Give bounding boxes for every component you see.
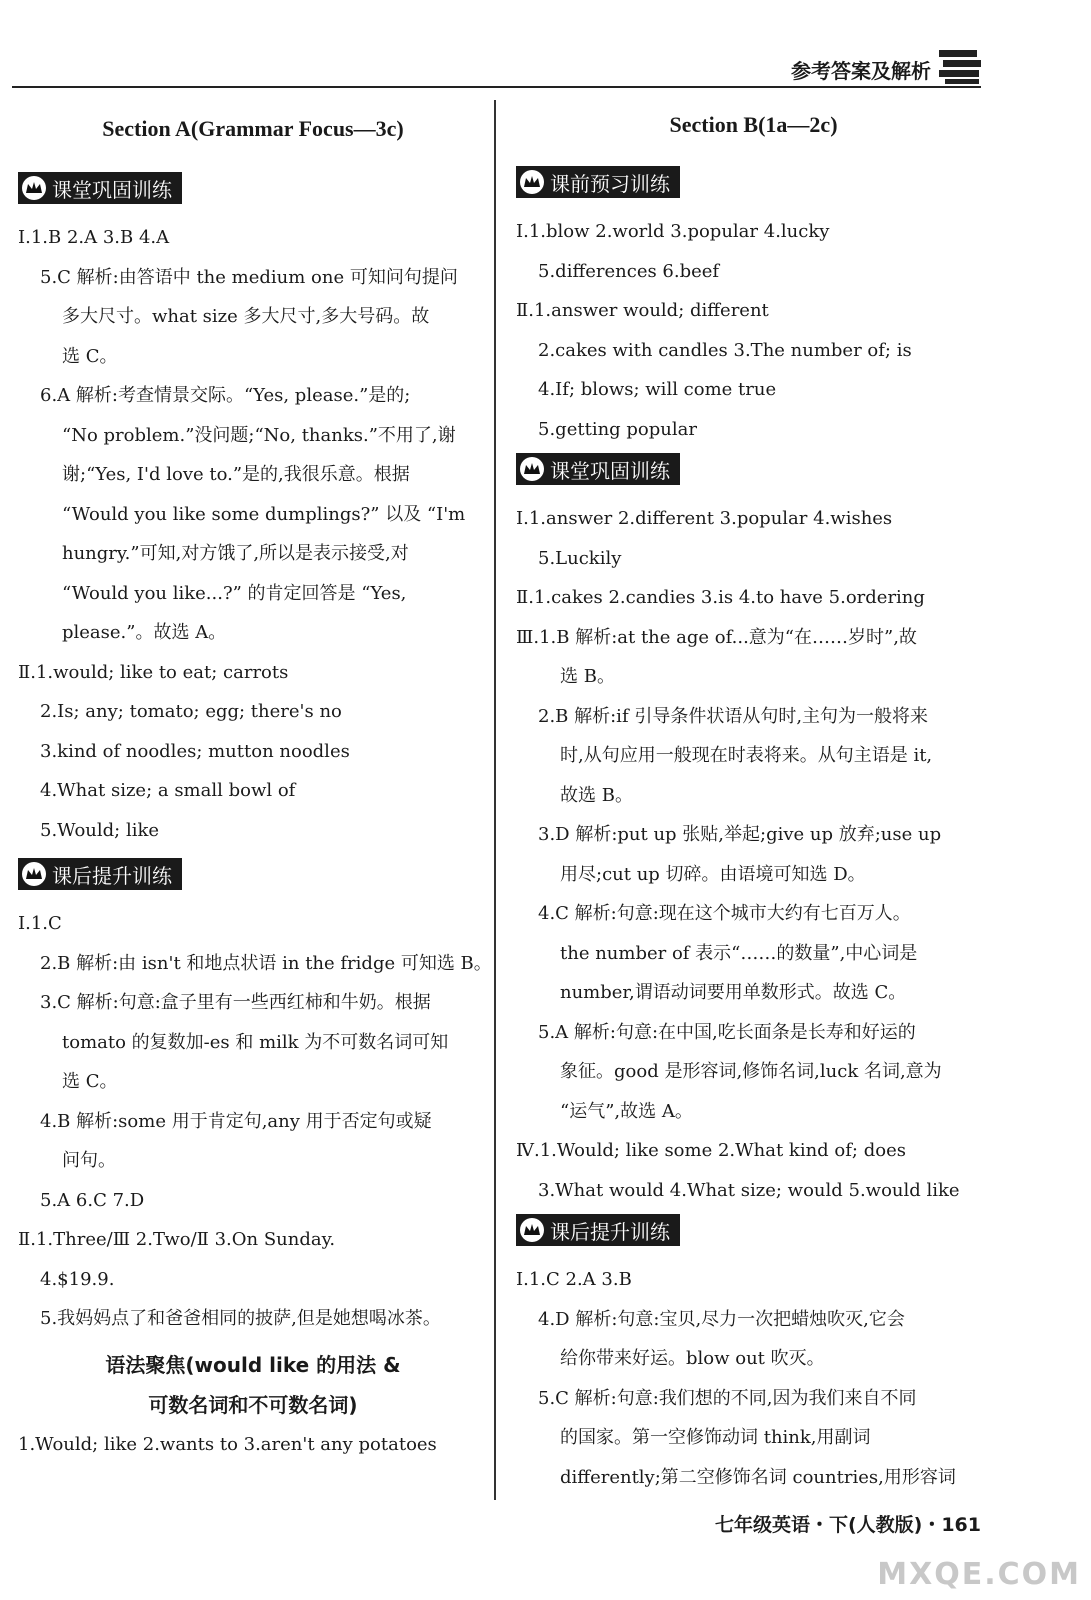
- badge-label: 课堂巩固训练: [550, 458, 670, 483]
- answer-line: Ⅰ.1.C: [18, 913, 62, 934]
- answer-line: 5.differences 6.beef: [538, 260, 720, 282]
- badge-after-class-left: [18, 858, 182, 890]
- answer-line: 5.C 解析:句意:我们想的不同,因为我们来自不同: [538, 1387, 917, 1409]
- section-title-right: Section B(1a—2c): [669, 112, 838, 137]
- answer-line: 5.A 解析:句意:在中国,吃长面条是长寿和好运的: [538, 1021, 916, 1043]
- answer-line: differently;第二空修饰名词 countries,用形容词: [560, 1466, 956, 1488]
- answer-line: 5.Would; like: [40, 819, 160, 841]
- grammar-focus-title: 语法聚焦(would like 的用法 &: [105, 1352, 401, 1377]
- answer-line: Ⅱ.1.would; like to eat; carrots: [18, 661, 289, 683]
- answer-line: Ⅱ.1.answer would; different: [516, 300, 769, 321]
- badge-classroom-left: [18, 172, 182, 204]
- answer-line: 给你带来好运。blow out 吹灭。: [560, 1348, 825, 1369]
- badge-label: 课后提升训练: [550, 1219, 670, 1244]
- answer-line: 的国家。第一空修饰动词 think,用副词: [560, 1427, 871, 1448]
- watermark: MXQE.COM: [877, 1557, 1081, 1592]
- answer-line: 4.C 解析:句意:现在这个城市大约有七百万人。: [538, 903, 911, 924]
- badge-label: 课前预习训练: [550, 171, 670, 196]
- answer-line: 5.getting popular: [538, 418, 697, 440]
- answer-line: Ⅰ.1.answer 2.different 3.popular 4.wishes: [516, 508, 893, 529]
- left-column: [18, 110, 492, 1464]
- answer-line: Ⅰ.1.B 2.A 3.B 4.A: [18, 227, 170, 248]
- answer-line: 时,从句应用一般现在时表将来。从句主语是 it,: [560, 745, 933, 766]
- answer-line: 用尽;cut up 切碎。由语境可知选 D。: [560, 863, 866, 885]
- answer-line: Ⅲ.1.B 解析:at the age of...意为“在……岁时”,故: [516, 626, 917, 648]
- answer-line: 4.$19.9.: [40, 1268, 115, 1290]
- book-stack-icon: [937, 46, 983, 86]
- answer-line: “Would you like some dumplings?” 以及 “I'm: [62, 503, 466, 525]
- answer-line: Ⅰ.1.blow 2.world 3.popular 4.lucky: [516, 221, 830, 242]
- badge-after-class-right: [516, 1214, 680, 1246]
- answer-line: the number of 表示“……的数量”,中心词是: [560, 942, 918, 964]
- answer-line: Ⅰ.1.C 2.A 3.B: [516, 1269, 632, 1290]
- crown-icon: [520, 170, 544, 194]
- answer-line: 5.我妈妈点了和爸爸相同的披萨,但是她想喝冰茶。: [40, 1308, 441, 1329]
- answer-line: 故选 B。: [560, 784, 633, 806]
- answer-line: Ⅳ.1.Would; like some 2.What kind of; does: [516, 1140, 906, 1161]
- crown-icon: [520, 457, 544, 481]
- answer-line: 4.If; blows; will come true: [538, 379, 777, 400]
- page-footer: 七年级英语・下(人教版)・161: [714, 1514, 981, 1536]
- badge-label: 课堂巩固训练: [52, 177, 172, 202]
- answer-line: tomato 的复数加-es 和 milk 为不可数名词可知: [62, 1031, 449, 1053]
- answer-line: 2.Is; any; tomato; egg; there's no: [40, 701, 342, 722]
- badge-classroom-right: [516, 453, 680, 485]
- answer-line: hungry.”可知,对方饿了,所以是表示接受,对: [62, 543, 409, 564]
- crown-icon: [22, 862, 46, 886]
- answer-line: “No problem.”没问题;“No, thanks.”不用了,谢: [62, 424, 456, 446]
- answer-line: 选 C。: [62, 345, 118, 367]
- grammar-focus-subtitle: 可数名词和不可数名词): [148, 1392, 358, 1417]
- answer-line: 1.Would; like 2.wants to 3.aren't any potatoes: [18, 1433, 437, 1455]
- answer-line: 5.C 解析:由答语中 the medium one 可知问句提问: [40, 266, 458, 288]
- answer-line: 选 C。: [62, 1071, 118, 1092]
- answer-line: Ⅱ.1.cakes 2.candies 3.is 4.to have 5.ordering: [516, 587, 925, 608]
- answer-line: 2.cakes with candles 3.The number of; is: [538, 339, 912, 361]
- answer-line: please.”。故选 A。: [62, 622, 227, 643]
- answer-line: Ⅱ.1.Three/Ⅲ 2.Two/Ⅱ 3.On Sunday.: [18, 1229, 336, 1250]
- answer-line: 3.D 解析:put up 张贴,举起;give up 放弃;use up: [538, 824, 942, 845]
- column-divider: [494, 100, 496, 1500]
- answer-line: 谢;“Yes, I'd love to.”是的,我很乐意。根据: [62, 464, 410, 485]
- answer-line: “Would you like...?” 的肯定回答是 “Yes,: [62, 582, 407, 604]
- answer-line: 2.B 解析:由 isn't 和地点状语 in the fridge 可知选 B。: [40, 952, 492, 974]
- answer-line: number,谓语动词要用单数形式。故选 C。: [560, 982, 907, 1003]
- answer-line: 3.C 解析:句意:盒子里有一些西红柿和牛奶。根据: [40, 992, 431, 1013]
- answer-line: 象征。good 是形容词,修饰名词,luck 名词,意为: [560, 1061, 942, 1082]
- answer-line: 多大尺寸。what size 多大尺寸,多大号码。故: [62, 306, 430, 327]
- answer-line: 4.What size; a small bowl of: [40, 780, 296, 801]
- answer-line: 3.What would 4.What size; would 5.would like: [538, 1179, 960, 1201]
- answer-line: 选 B。: [560, 666, 615, 687]
- badge-preview: [516, 166, 680, 198]
- answer-line: 2.B 解析:if 引导条件状语从句时,主句为一般将来: [538, 705, 929, 727]
- answer-line: 问句。: [62, 1150, 116, 1171]
- answer-line: 3.kind of noodles; mutton noodles: [40, 740, 350, 762]
- answer-line: 5.A 6.C 7.D: [40, 1189, 145, 1211]
- answer-line: 6.A 解析:考查情景交际。“Yes, please.”是的;: [40, 385, 411, 406]
- crown-icon: [22, 176, 46, 200]
- badge-label: 课后提升训练: [52, 863, 172, 888]
- header-rule: [12, 86, 981, 88]
- answer-line: 4.D 解析:句意:宝贝,尽力一次把蜡烛吹灭,它会: [538, 1308, 905, 1330]
- crown-icon: [520, 1218, 544, 1242]
- right-column: [516, 110, 991, 1497]
- answer-line: 4.B 解析:some 用于肯定句,any 用于否定句或疑: [40, 1110, 432, 1132]
- header-title: 参考答案及解析: [791, 59, 931, 83]
- section-title-left: Section A(Grammar Focus—3c): [102, 116, 404, 141]
- answer-line: “运气”,故选 A。: [560, 1100, 693, 1122]
- page-header: [0, 0, 1091, 95]
- answer-line: 5.Luckily: [538, 547, 622, 569]
